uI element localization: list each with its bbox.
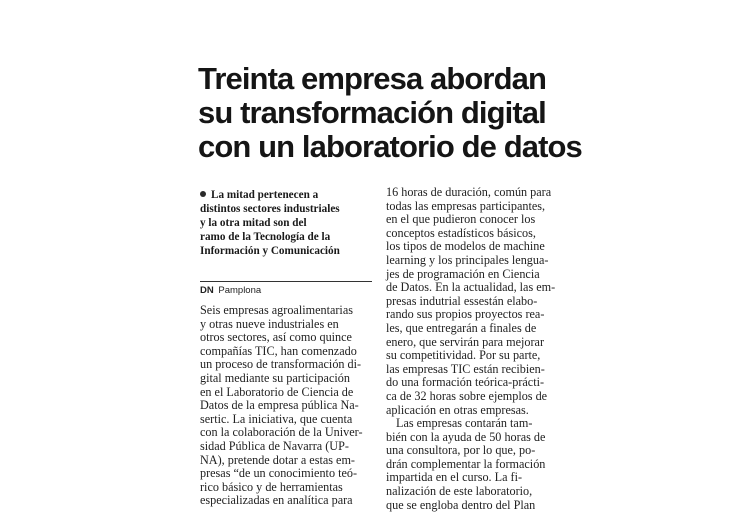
body-line: drán complementar la formación <box>386 456 546 471</box>
body-line: 16 horas de duración, común para <box>386 185 552 199</box>
body-line: do una formación teórica-prácti- <box>386 375 545 390</box>
body-line: gital mediante su participación <box>200 370 350 385</box>
body-line: y otras nueve industriales en <box>200 316 339 331</box>
article-lead <box>200 188 372 258</box>
body-line: aplicación en otras empresas. <box>386 402 529 417</box>
body-line: en el que pudieron conocer los <box>386 212 536 227</box>
lead-line: ramo de la Tecnología de la <box>200 231 331 243</box>
body-line: presas “de un conocimiento teó- <box>200 466 358 481</box>
body-line: jes de programación en Ciencia <box>386 266 540 281</box>
headline-line: su transformación digital <box>198 95 546 130</box>
body-line: nalización de este laboratorio, <box>386 484 533 499</box>
body-line: su competitividad. Por su parte, <box>386 348 541 363</box>
body-line: rico básico y de herramientas <box>200 479 343 494</box>
body-line: especializadas en analítica para <box>200 493 353 508</box>
body-line: con la colaboración de la Univer- <box>200 425 363 440</box>
headline-line: con un laboratorio de datos <box>198 129 582 164</box>
body-line: de Datos. En la actualidad, las em- <box>386 280 556 295</box>
body-line: conceptos estadísticos básicos, <box>386 225 536 240</box>
bullet-icon <box>200 191 206 197</box>
body-line: enero, que servirán para mejorar <box>386 334 545 349</box>
body-line: compañías TIC, han comenzado <box>200 343 357 358</box>
lead-line <box>200 188 372 202</box>
article-column-2 <box>386 186 566 512</box>
body-line: sidad Pública de Navarra (UP- <box>200 438 349 453</box>
body-line: les, que entregarán a finales de <box>386 320 537 335</box>
article-byline <box>200 281 372 297</box>
body-line: Datos de la empresa pública Na- <box>200 398 359 413</box>
lead-line: Información y Comunicación <box>200 245 340 257</box>
body-line: las empresas TIC están recibien- <box>386 361 545 376</box>
body-line: sertic. La iniciativa, que cuenta <box>200 411 353 426</box>
body-line: en el Laboratorio de Ciencia de <box>200 384 354 399</box>
body-line: Las empresas contarán tam- <box>396 416 533 431</box>
body-line: ca de 32 horas sobre ejemplos de <box>386 388 548 403</box>
lead-line: distintos sectores industriales <box>200 203 340 215</box>
byline-location: Pamplona <box>218 285 262 296</box>
body-line: todas las empresas participantes, <box>386 198 546 213</box>
body-line: que se engloba dentro del Plan <box>386 497 536 512</box>
body-line: bién con la ayuda de 50 horas de <box>386 429 546 444</box>
article-column-1 <box>200 304 372 508</box>
body-line: learning y los principales lengua- <box>386 252 549 267</box>
lead-text: La mitad pertenecen a <box>211 189 319 201</box>
body-line: impartida en el curso. La fi- <box>386 470 523 485</box>
body-line: NA), pretende dotar a estas em- <box>200 452 355 467</box>
body-line: una consultora, por lo que, po- <box>386 443 536 458</box>
body-line: rando sus propios proyectos rea- <box>386 307 545 322</box>
body-line: los tipos de modelos de machine <box>386 239 545 254</box>
body-line: un proceso de transformación di- <box>200 357 362 372</box>
byline-agency: DN <box>200 285 214 296</box>
body-line: otros sectores, así como quince <box>200 330 352 345</box>
body-line: Seis empresas agroalimentarias <box>200 303 353 317</box>
lead-line: y la otra mitad son del <box>200 217 307 229</box>
headline-line: Treinta empresa abordan <box>198 61 546 96</box>
body-line: presas indutrial essestán elabo- <box>386 293 538 308</box>
article-headline <box>198 62 598 164</box>
